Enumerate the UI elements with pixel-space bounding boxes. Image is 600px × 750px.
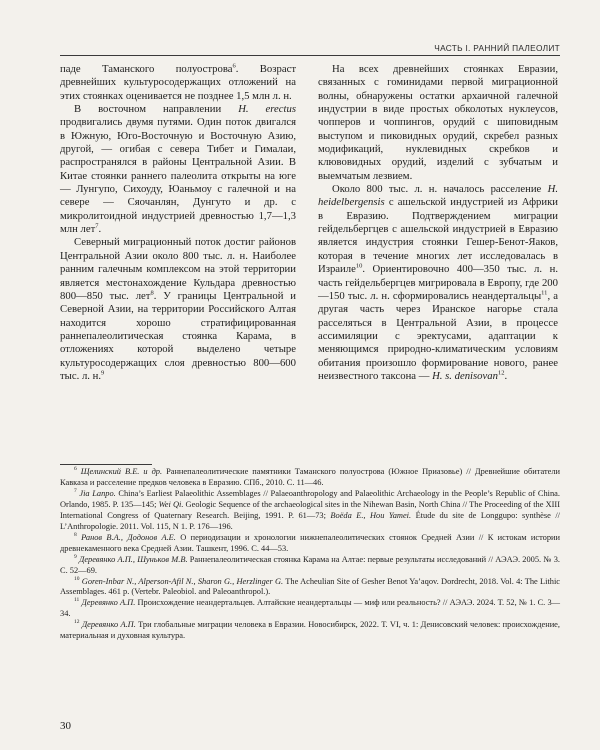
taxon-name: H. erectus (238, 103, 296, 116)
footnote-number: 12 (74, 619, 80, 626)
paragraph (318, 183, 558, 383)
text: Северный миграционный поток достиг районов Центральной Азии около 800 тыс. л. н. Наиболее ранним галечным комплексом на этой территории является местонахождение Кульдара древностью 800—850 тыс. лет (60, 236, 296, 302)
paragraph (60, 103, 296, 236)
text: . У границы Центральной и Северной Азии, на территории Российского Алтая находится хорошо стратифицированная раннепалеолитическая стоянка Карама, в отложениях которой выделено четыре культуросодержащих слоя древностью 800—600 тыс. л. н. (60, 289, 296, 382)
footnote-text: China’s Earliest Palaeolithic Assemblages // Palaeoanthropology and Palaeolithic Archaeology in the People’s Republic of China. Orlando, 1985. P. 135—145; (60, 488, 560, 509)
footnote-text: The Acheulian Site of Gesher Benot Ya’aqov. Dordrecht, 2018. Vol. 4: The Lithic Assemblages. 461 p. (Vertebr. Paleobiol. and Paleoanthropol.). (60, 576, 561, 597)
page-number: 30 (60, 720, 71, 732)
footnote-author: Деревянко А.П., Шуньков М.В. (78, 554, 188, 564)
footnote-author: Деревянко А.П. (81, 620, 136, 630)
footnote (60, 533, 560, 555)
paragraph (60, 63, 296, 103)
taxon-name: H. s. denisovan (432, 369, 498, 382)
left-column (60, 63, 296, 383)
footnote-number: 9 (74, 553, 77, 560)
footnote-text: Раннепалеолитическая стоянка Карама на Алтае: первые результаты исследований // АЭАЭ. 2005. № 3. С. 52—69. (60, 554, 561, 575)
footnote-author: Goren-Inbar N., Alperson-Afil N., Sharon G., Herzlinger G. (81, 576, 284, 586)
text: В восточном направлении (74, 103, 239, 116)
footnote-author: Деревянко А.П. (81, 598, 136, 608)
taxon-name: H. heidelbergensis (318, 183, 558, 209)
footnote (60, 598, 560, 620)
text: . (504, 369, 508, 382)
footnote-ref[interactable]: 12 (497, 369, 505, 377)
running-header (60, 39, 560, 56)
text: , а другая часть через Иранское нагорье стала расселяться в Центральной Азии, в процессе ассимиляции с эректусами, адаптации к меняющимся природно-климатическим условиям обитания произошло формирование нового, ранее неизвестного таксона — (318, 289, 558, 382)
footnotes (60, 467, 560, 642)
footnote-author: Wei Qi. (158, 499, 184, 509)
text: . (98, 223, 102, 236)
text: . Возраст древнейших культуросодержащих отложений на этих стоянках оценивается не позднее 1,5 млн л. н. (60, 63, 296, 102)
footnote-text: Происхождение неандертальцев. Алтайские неандертальцы — миф или реальность? // АЭАЭ. 2024. Т. 52, № 1. С. 3—34. (60, 598, 561, 619)
footnote (60, 489, 560, 533)
footnote-ref[interactable]: 11 (541, 289, 548, 297)
text: продвигались двумя путями. Один поток двигался в Южную, Юго-Восточную и Восточную Азию, другой, — огибая с севера Тибет и Гималаи, распространялся в районы Центральной Азии. В Китае стоянки раннего палеолита открыты на юге — Лунгупо, Сихоуду, Юаньмоу с галечной и на севере — Сяочанлян, Дунгуто и др. с микролитоидной индустрией древностью 1,7—1,3 млн лет (60, 116, 296, 236)
footnote-ref[interactable]: 9 (101, 369, 105, 377)
footnote (60, 467, 560, 489)
footnote-author: Jia Lanpo. (79, 488, 116, 498)
footnote-number: 10 (74, 575, 80, 582)
footnote-divider (60, 464, 152, 465)
footnote-author: Щелинский В.Е. и др. (80, 467, 163, 476)
footnote-ref[interactable]: 10 (355, 262, 363, 270)
paragraph (318, 63, 558, 183)
footnote-number: 8 (74, 531, 77, 538)
footnote-text: Étude du site de Longgupo: synthèse // L’Anthropologie. 2011. Vol. 115, N 1. P. 176—196. (60, 510, 560, 531)
footnote-ref[interactable]: 7 (95, 222, 99, 230)
footnote-number: 11 (74, 597, 80, 604)
footnote-author: Boëda E., Hou Yamei. (330, 510, 412, 520)
paragraph (60, 236, 296, 383)
text: На всех древнейших стоянках Евразии, связанных с гоминидами первой миграционной волны, обнаружены остатки архаичной галечной индустрии в виде простых обколотых нуклеусов, чопперов и чоппингов, орудий с шиповидным выступом и пиковидных орудий, скребел разных модификаций, нуклевидных скребков и клювовидных орудий, изделий с зубчатым и выемчатым лезвием. (318, 63, 558, 182)
footnote (60, 620, 560, 642)
footnote-ref[interactable]: 6 (232, 62, 236, 70)
footnote (60, 555, 560, 577)
footnote-number: 6 (74, 466, 77, 473)
footnote-text: Три глобальные миграции человека в Евразии. Новосибирск, 2022. Т. VI, ч. 1: Денисовский человек: происхождение, материальная и духовная культура. (60, 620, 560, 641)
footnote-ref[interactable]: 8 (150, 289, 154, 297)
footnote-text: О периодизации и хронологии нижнепалеолитических стоянок Средней Азии // К истокам истории древнекаменного века Средней Азии. Ташкент, 1996. С. 44—53. (60, 532, 560, 553)
text: Около 800 тыс. л. н. началось расселение (332, 183, 548, 196)
footnote-text: Раннепалеолитические памятники Таманского полуострова (Южное Приазовье) // Древнейшие обитатели Кавказа и расселение предков человека в Евразию. СПб., 2010. С. 11—46. (60, 467, 561, 487)
text: . Ориентировочно 400—350 тыс. л. н. часть гейдельбергцев мигрировала в Европу, где 200—150 тыс. л. н. сформировались неандертальцы (318, 263, 558, 302)
text: с ашельской индустрией из Африки в Евразию. Подтверждением миграции гейдельбергцев с ашельской индустрией в Евразию является индустрия стоянки Гешер-Бенот-Яаков, которая в течение многих лет исследовалась в Израиле (318, 196, 558, 276)
right-column (318, 63, 558, 383)
footnote-author: Ранов В.А., Додонов А.Е. (81, 532, 176, 542)
footnote-text: Geologic Sequence of the archaeological sites in the Nihewan Basin, North China // The Proceeding of the XIII International Congress of Quaternary Research. Beijing, 1991. P. 61—73; (60, 499, 560, 520)
text: паде Таманского полуострова (60, 63, 233, 75)
footnote-number: 7 (74, 488, 77, 495)
footnote (60, 577, 560, 599)
section-title: ЧАСТЬ I. РАННИЙ ПАЛЕОЛИТ (434, 43, 560, 53)
